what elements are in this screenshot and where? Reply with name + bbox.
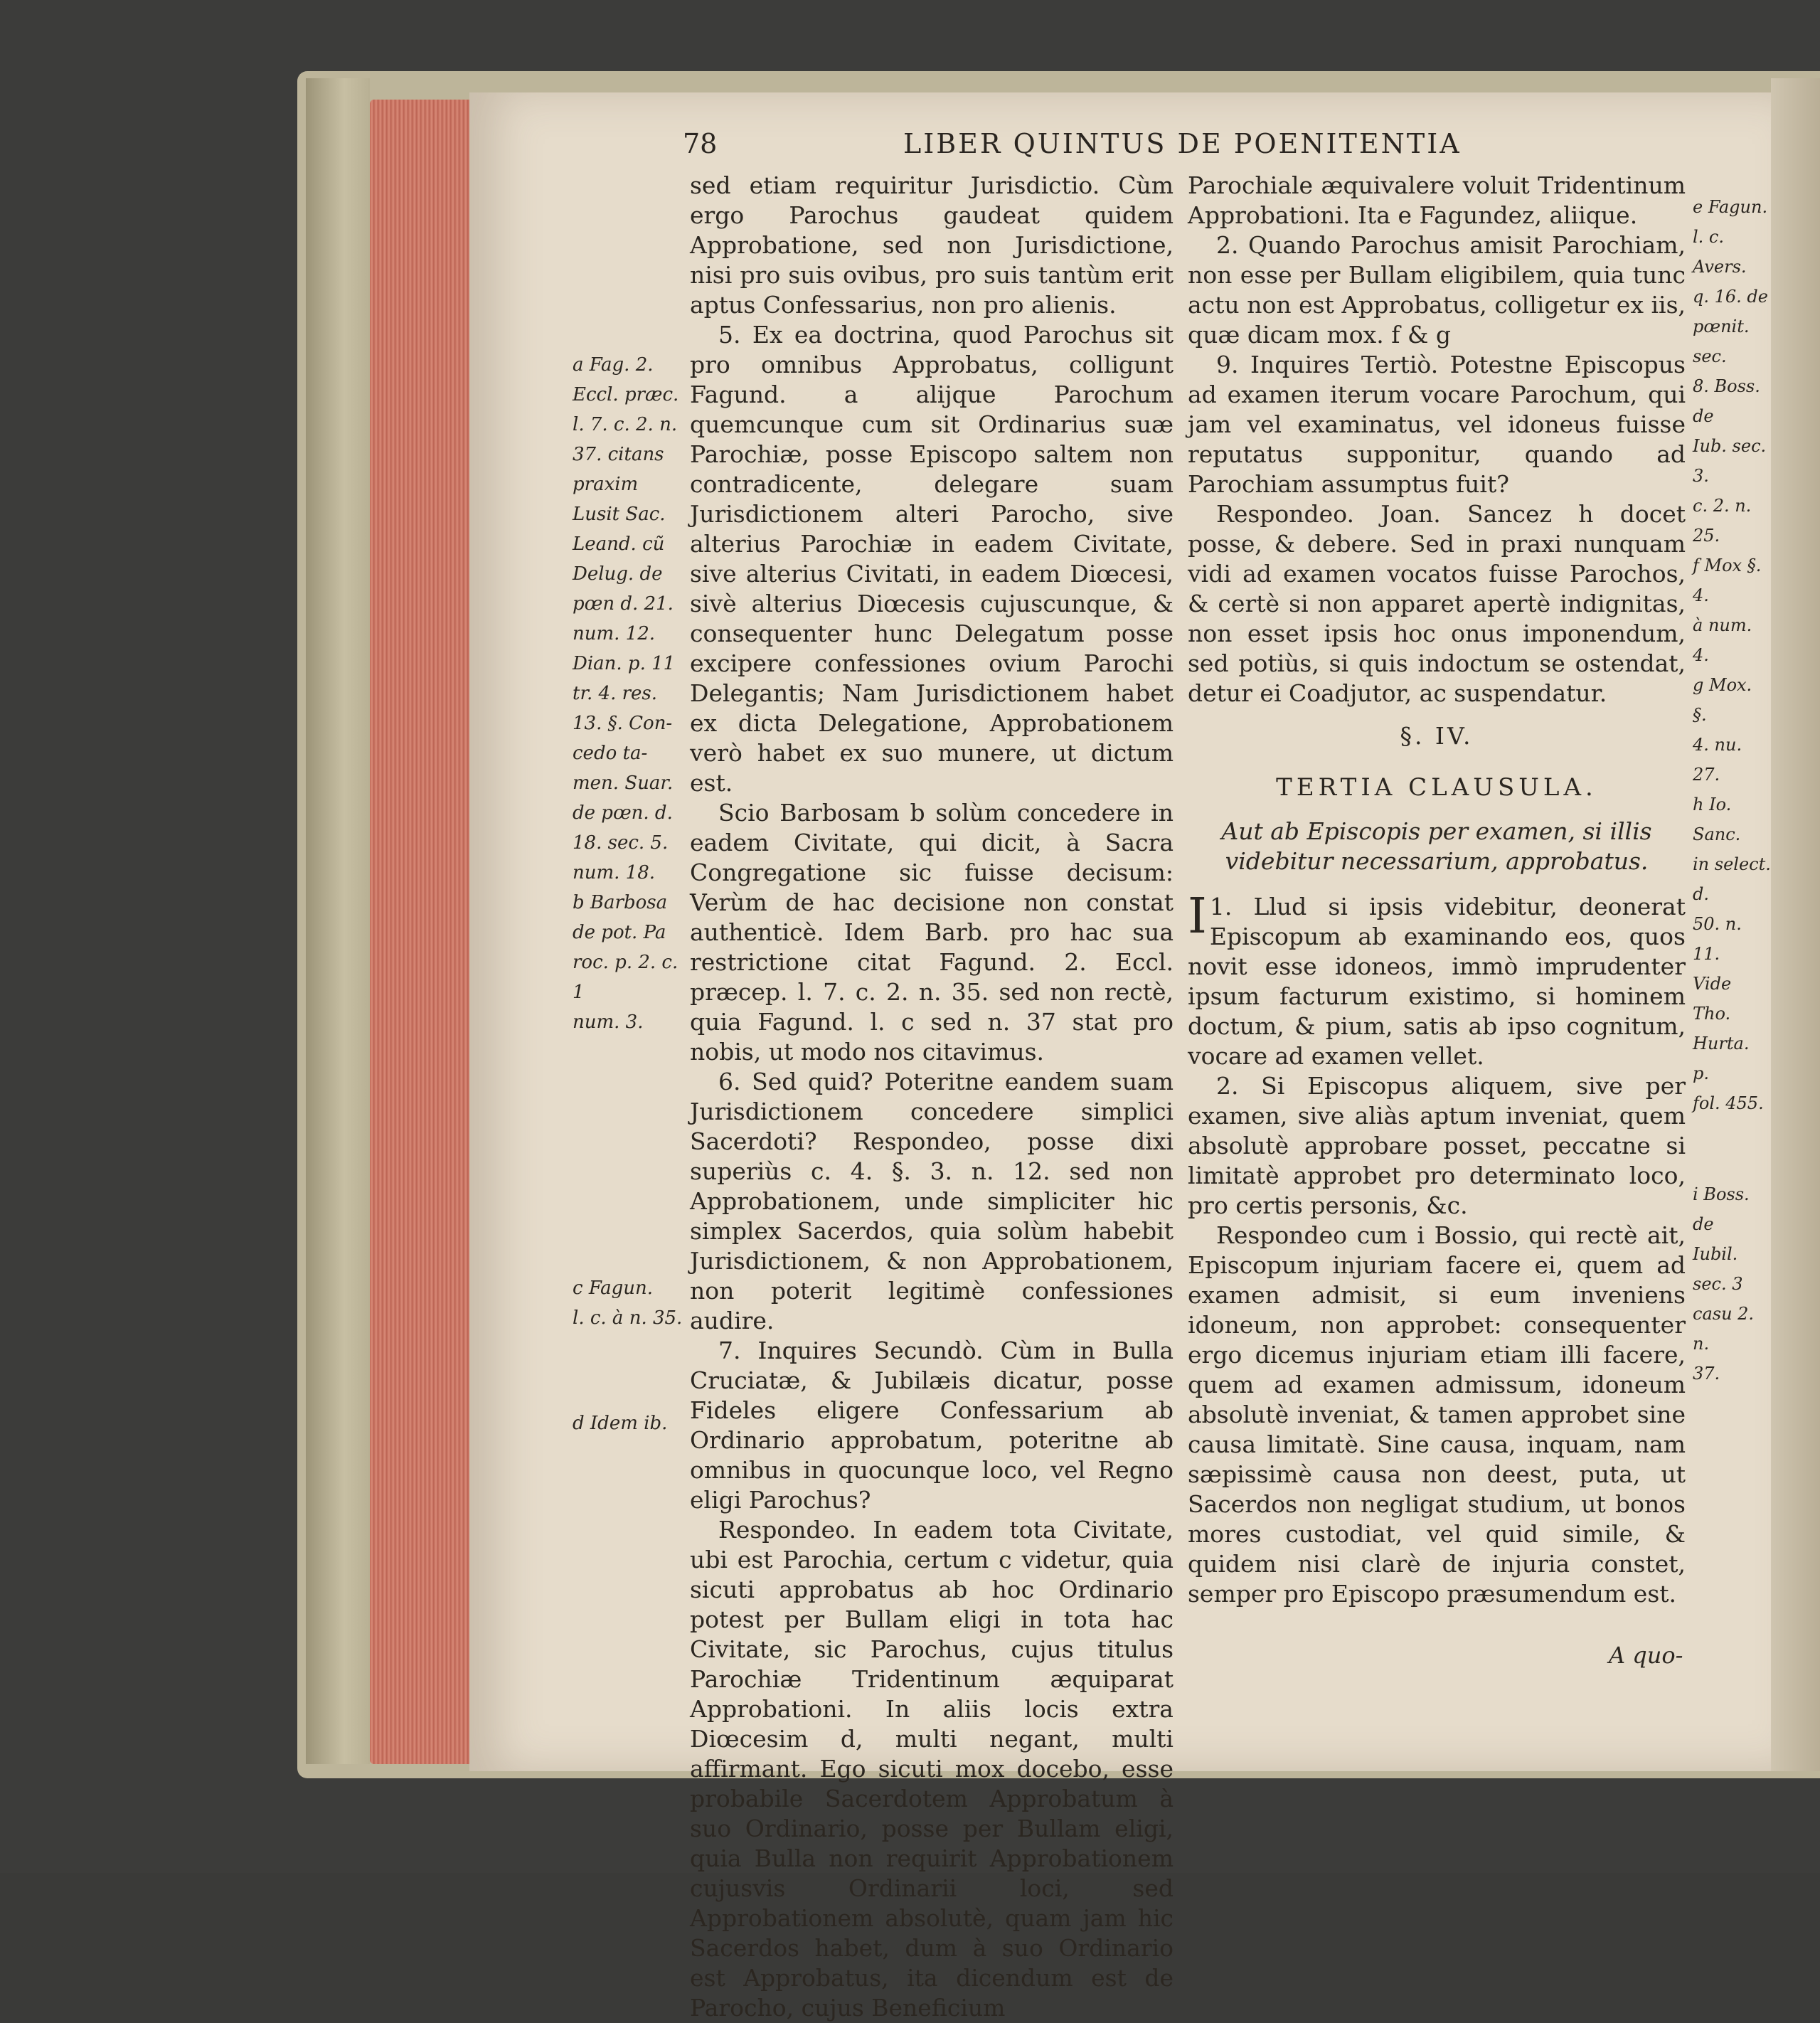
left-paragraph: 7. Inquires Secundò. Cùm in Bulla Cruciatæ, & Jubilæis dicatur, posse Fideles eligere Confessarium ab Ordinario approbatum, poteritne ab omnibus in quocunque loco, vel Regno eligi Parochus? <box>690 1337 1174 1514</box>
drop-capital: I <box>1188 888 1207 945</box>
clausula-heading: TERTIA CLAUSULA. <box>1276 773 1597 802</box>
right-paragraph: 2. Quando Parochus amisit Parochiam, non esse per Bullam eligibilem, quia tunc actu non est Approbatus, colligetur ex iis, quæ dicam mox. f & g <box>1188 231 1686 349</box>
right-paragraph: Parochiale æquivalere voluit Tridentinum Approbationi. Ita e Fagundez, aliique. <box>1188 171 1686 229</box>
book-spine <box>306 78 370 1764</box>
clausula-subtitle: Aut ab Episcopis per examen, si illis videbitur necessarium, approbatus. <box>1221 817 1652 875</box>
section-heading: §. IV. <box>1400 722 1474 750</box>
left-paragraph: sed etiam requiritur Jurisdictio. Cùm ergo Parochus gaudeat quidem Approbatione, sed non Jurisdictione, nisi pro suis ovibus, pro suis tantùm erit aptus Confessarius, non pro alienis. <box>690 171 1174 319</box>
right-paragraph: Respondeo. Joan. Sancez h docet posse, & debere. Sed in praxi nunquam vidi ad examen vocatos fuisse Parochos, & certè si non apparet apertè indignitas, non esset ipsis hoc onus imponendum, sed potiùs, si quis indoctum se ostendat, detur ei Coadjutor, ac suspendatur. <box>1188 500 1686 707</box>
margin-note-d: d Idem ib. <box>573 1413 668 1434</box>
left-paragraph: 5. Ex ea doctrina, quod Parochus sit pro omnibus Approbatus, colligunt Fagund. a alijque Parochum quemcunque cum sit Ordinarius suæ Parochiæ, posse Episcopo saltem non contradicente, delegare suam Jurisdictionem alteri Parocho, sive alterius Parochiæ in eadem Civitate, sive alterius Civitati, in eadem Diœcesi, sivè alterius Diœcesis cujuscunque, & consequenter hunc Delegatum posse excipere confessiones ovium Parochi Delegantis; Nam Jurisdictionem habet ex dicta Delegatione, Approbationem verò habet ex suo munere, ut dictum est. <box>690 321 1174 797</box>
margin-note-c: c Fagun. l. c. à n. 35. <box>573 1278 683 1329</box>
page-number: 78 <box>683 128 718 159</box>
left-column <box>690 171 1174 2023</box>
red-page-edges <box>370 100 477 1764</box>
margin-note-i: i Boss. de Iubil. sec. 3 casu 2. n. 37. <box>1693 1184 1755 1384</box>
first-paragraph <box>1188 888 1686 1071</box>
right-paragraph: Respondeo cum i Bossio, qui rectè ait, Episcopum injuriam facere ei, quem ad examen admisit, si eum inveniens idoneum, non approbet: consequenter ergo dicemus injuriam etiam illi facere, quem ad examen admissum, idoneum absolutè inveniat, & tamen approbet sine causa limitatè. Sine causa, inquam, nam sæpissimè causa non deest, puta, ut Sacerdos non negligat studium, ut bonos mores custodiat, vel quid simile, & quidem nisi clarè de injuria constet, semper pro Episcopo præsumendum est. <box>1188 1221 1686 1608</box>
margin-note-a: a Fag. 2. Eccl. præc. l. 7. c. 2. n. 37. citans praxim Lusit Sac. Leand. cũ Delug. de pœn d. 21. num. 12. Dian. p. 11 tr. 4. res. 13. §. Con- cedo ta- men. Suar. de pœn. d. 18. sec. 5. num. 18. b Barbosa de pot. Pa roc. p. 2. c. 1 num. 3. <box>573 354 679 1033</box>
running-title: LIBER QUINTUS DE POENITENTIA <box>903 128 1462 159</box>
left-paragraph: Respondeo. In eadem tota Civitate, ubi est Parochia, certum c videtur, quia sicuti approbatus ab hoc Ordinario potest per Bullam eligi in tota hac Civitate, sic Parochus, cujus titulus Parochiæ Tridentinum æquiparat Approbationi. In aliis locis extra Diœcesim d, multi negant, multi affirmant. Ego sicuti mox docebo, esse probabile Sacerdotem Approbatum à suo Ordinario, posse per Bullam eligi, quia Bulla non requirit Approbationem cujusvis Ordinarii loci, sed Approbationem absolutè, quam jam hic Sacerdos habet, dum à suo Ordinario est Approbatus, ita dicendum est de Parocho, cujus Beneficium <box>690 1516 1174 2022</box>
first-paragraph-text: 1. Llud si ipsis videbitur, deonerat Episcopum ab examinando eos, quos novit esse idoneos, immò imprudenter ipsum facturum existimo, si hominem doctum, & pium, satis ab ipso cognitum, vocare ad examen vellet. <box>1188 893 1686 1070</box>
left-paragraph: Scio Barbosam b solùm concedere in eadem Civitate, qui dicit, à Sacra Congregatione sic fuisse decisum: Verùm de hac decisione non constat authenticè. Idem Barb. pro hac sua restrictione citat Fagund. 2. Eccl. præcep. l. 7. c. 2. n. 35. sed non rectè, quia Fagund. l. c sed n. 37 stat pro nobis, ut modo nos citavimus. <box>690 799 1174 1066</box>
catchword: A quo- <box>1609 1642 1683 1669</box>
facing-page-edge <box>1771 78 1820 1771</box>
left-paragraph: 6. Sed quid? Poteritne eandem suam Jurisdictionem concedere simplici Sacerdoti? Respondeo, posse dixi superiùs c. 4. §. 3. n. 12. sed non Approbationem, unde simpliciter hic simplex Sacerdos, quia solùm habebit Jurisdictionem, & non Approbationem, non poterit legitimè confessiones audire. <box>690 1068 1174 1334</box>
right-paragraph: 9. Inquires Tertiò. Potestne Episcopus ad examen iterum vocare Parochum, qui jam vel examinatus, vel idoneus fuisse reputatus supponitur, quando ad Parochiam assumptus fuit? <box>1188 351 1686 498</box>
right-column <box>1188 171 1686 1609</box>
right-paragraph: 2. Si Episcopus aliquem, sive per examen, sive aliàs aptum inveniat, quem absolutè approbare posset, peccatne si limitatè approbet pro determinato loco, pro certis personis, &c. <box>1188 1072 1686 1219</box>
margin-note-e: e Fagun. l. c. Avers. q. 16. de pœnit. sec. 8. Boss. de Iub. sec. 3. c. 2. n. 25. f Mox §. 4. à num. 4. g Mox. §. 4. nu. 27. h Io. Sanc. in select. d. 50. n. 11. Vide Tho. Hurta. p. fol. 455. <box>1693 197 1771 1113</box>
page-header <box>683 128 1678 171</box>
